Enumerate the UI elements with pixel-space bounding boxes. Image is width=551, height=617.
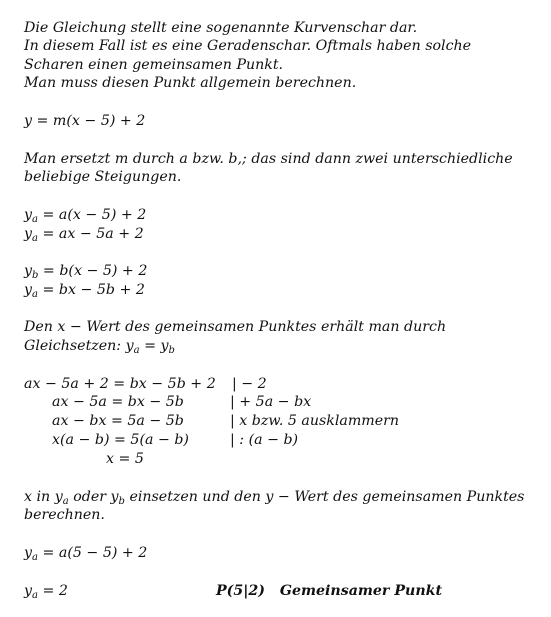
- substitute-line-1: [24, 488, 524, 506]
- solve-step-eq: ax − 5a = bx − 5b: [52, 394, 184, 410]
- common-point: [216, 582, 442, 600]
- solve-step-op: | : (a − b): [230, 432, 299, 448]
- ya-eq2-rhs: = ax − 5a + 2: [37, 226, 144, 242]
- solve-step-eq: x(a − b) = 5(a − b): [52, 432, 189, 448]
- yb-eq2-rhs: = bx − 5b + 2: [37, 282, 145, 298]
- point-label: Gemeinsamer Punkt: [279, 583, 443, 599]
- solve-step-op: | x bzw. 5 ausklammern: [230, 413, 400, 429]
- final-eq2-rhs: = 2: [37, 583, 68, 599]
- xvalue-line-2: [24, 337, 175, 355]
- solve-step-eq: ax − 5a + 2 = bx − 5b + 2: [24, 376, 216, 392]
- yb-eq1-rhs: = b(x − 5) + 2: [38, 263, 148, 279]
- subscript: a: [32, 590, 38, 601]
- ya-equation-2: $y_a$ = ax − 5a + 2: [24, 226, 144, 244]
- intro-line-1: Die Gleichung stellt eine sogenannte Kurvenschar dar.: [24, 20, 418, 36]
- solve-step-eq: ax − bx = 5a − 5b: [52, 413, 184, 429]
- intro-line-2: In diesem Fall ist es eine Geradenschar. Oftmals haben solche: [24, 38, 472, 54]
- subscript: a: [62, 496, 69, 507]
- point-coordinates: P(5|2): [216, 583, 265, 599]
- substitute-line-2: berechnen.: [24, 507, 105, 523]
- intro-line-3: Scharen einen gemeinsamen Punkt.: [24, 57, 284, 73]
- substitute-part1: x in y: [24, 489, 63, 505]
- xvalue-prefix: Gleichsetzen: y: [24, 338, 134, 354]
- subscript: a: [32, 552, 38, 563]
- subscript: a: [32, 289, 38, 300]
- subscript: b: [168, 345, 175, 356]
- explanation-line-2: beliebige Steigungen.: [24, 169, 182, 185]
- final-equation-1: $y_a = a(5 - 5) + 2$: [24, 545, 148, 563]
- solve-step-op: | + 5a − bx: [230, 394, 312, 410]
- subscript: a: [32, 214, 38, 225]
- substitute-part2: oder y: [68, 489, 119, 505]
- main-equation: y = m(x − 5) + 2: [24, 113, 146, 129]
- solve-step-eq: x = 5: [106, 451, 144, 467]
- subscript: a: [133, 345, 140, 356]
- subscript: b: [32, 270, 39, 281]
- final-equation-2: $y_a = 2$: [24, 583, 68, 601]
- xvalue-line-1: Den x − Wert des gemeinsamen Punktes erhält man durch: [24, 319, 447, 335]
- yb-equation-2: $y_a$ = bx − 5b + 2: [24, 282, 145, 300]
- ya-eq1-rhs: = a(x − 5) + 2: [37, 207, 147, 223]
- ya-equation-1: $y_a = a(x - 5) + 2$: [24, 207, 147, 225]
- substitute-part3: einsetzen und den y − Wert des gemeinsamen Punktes: [124, 489, 525, 505]
- intro-line-4: Man muss diesen Punkt allgemein berechnen.: [24, 75, 357, 91]
- subscript: b: [118, 496, 125, 507]
- subscript: a: [32, 233, 38, 244]
- yb-equation-1: $y_b = b(x - 5) + 2$: [24, 263, 148, 281]
- xvalue-mid: = y: [139, 338, 169, 354]
- explanation-line-1: Man ersetzt m durch a bzw. b,; das sind dann zwei unterschiedliche: [24, 151, 513, 167]
- solve-step-op: | − 2: [232, 376, 267, 392]
- final-eq1-rhs: = a(5 − 5) + 2: [37, 545, 148, 561]
